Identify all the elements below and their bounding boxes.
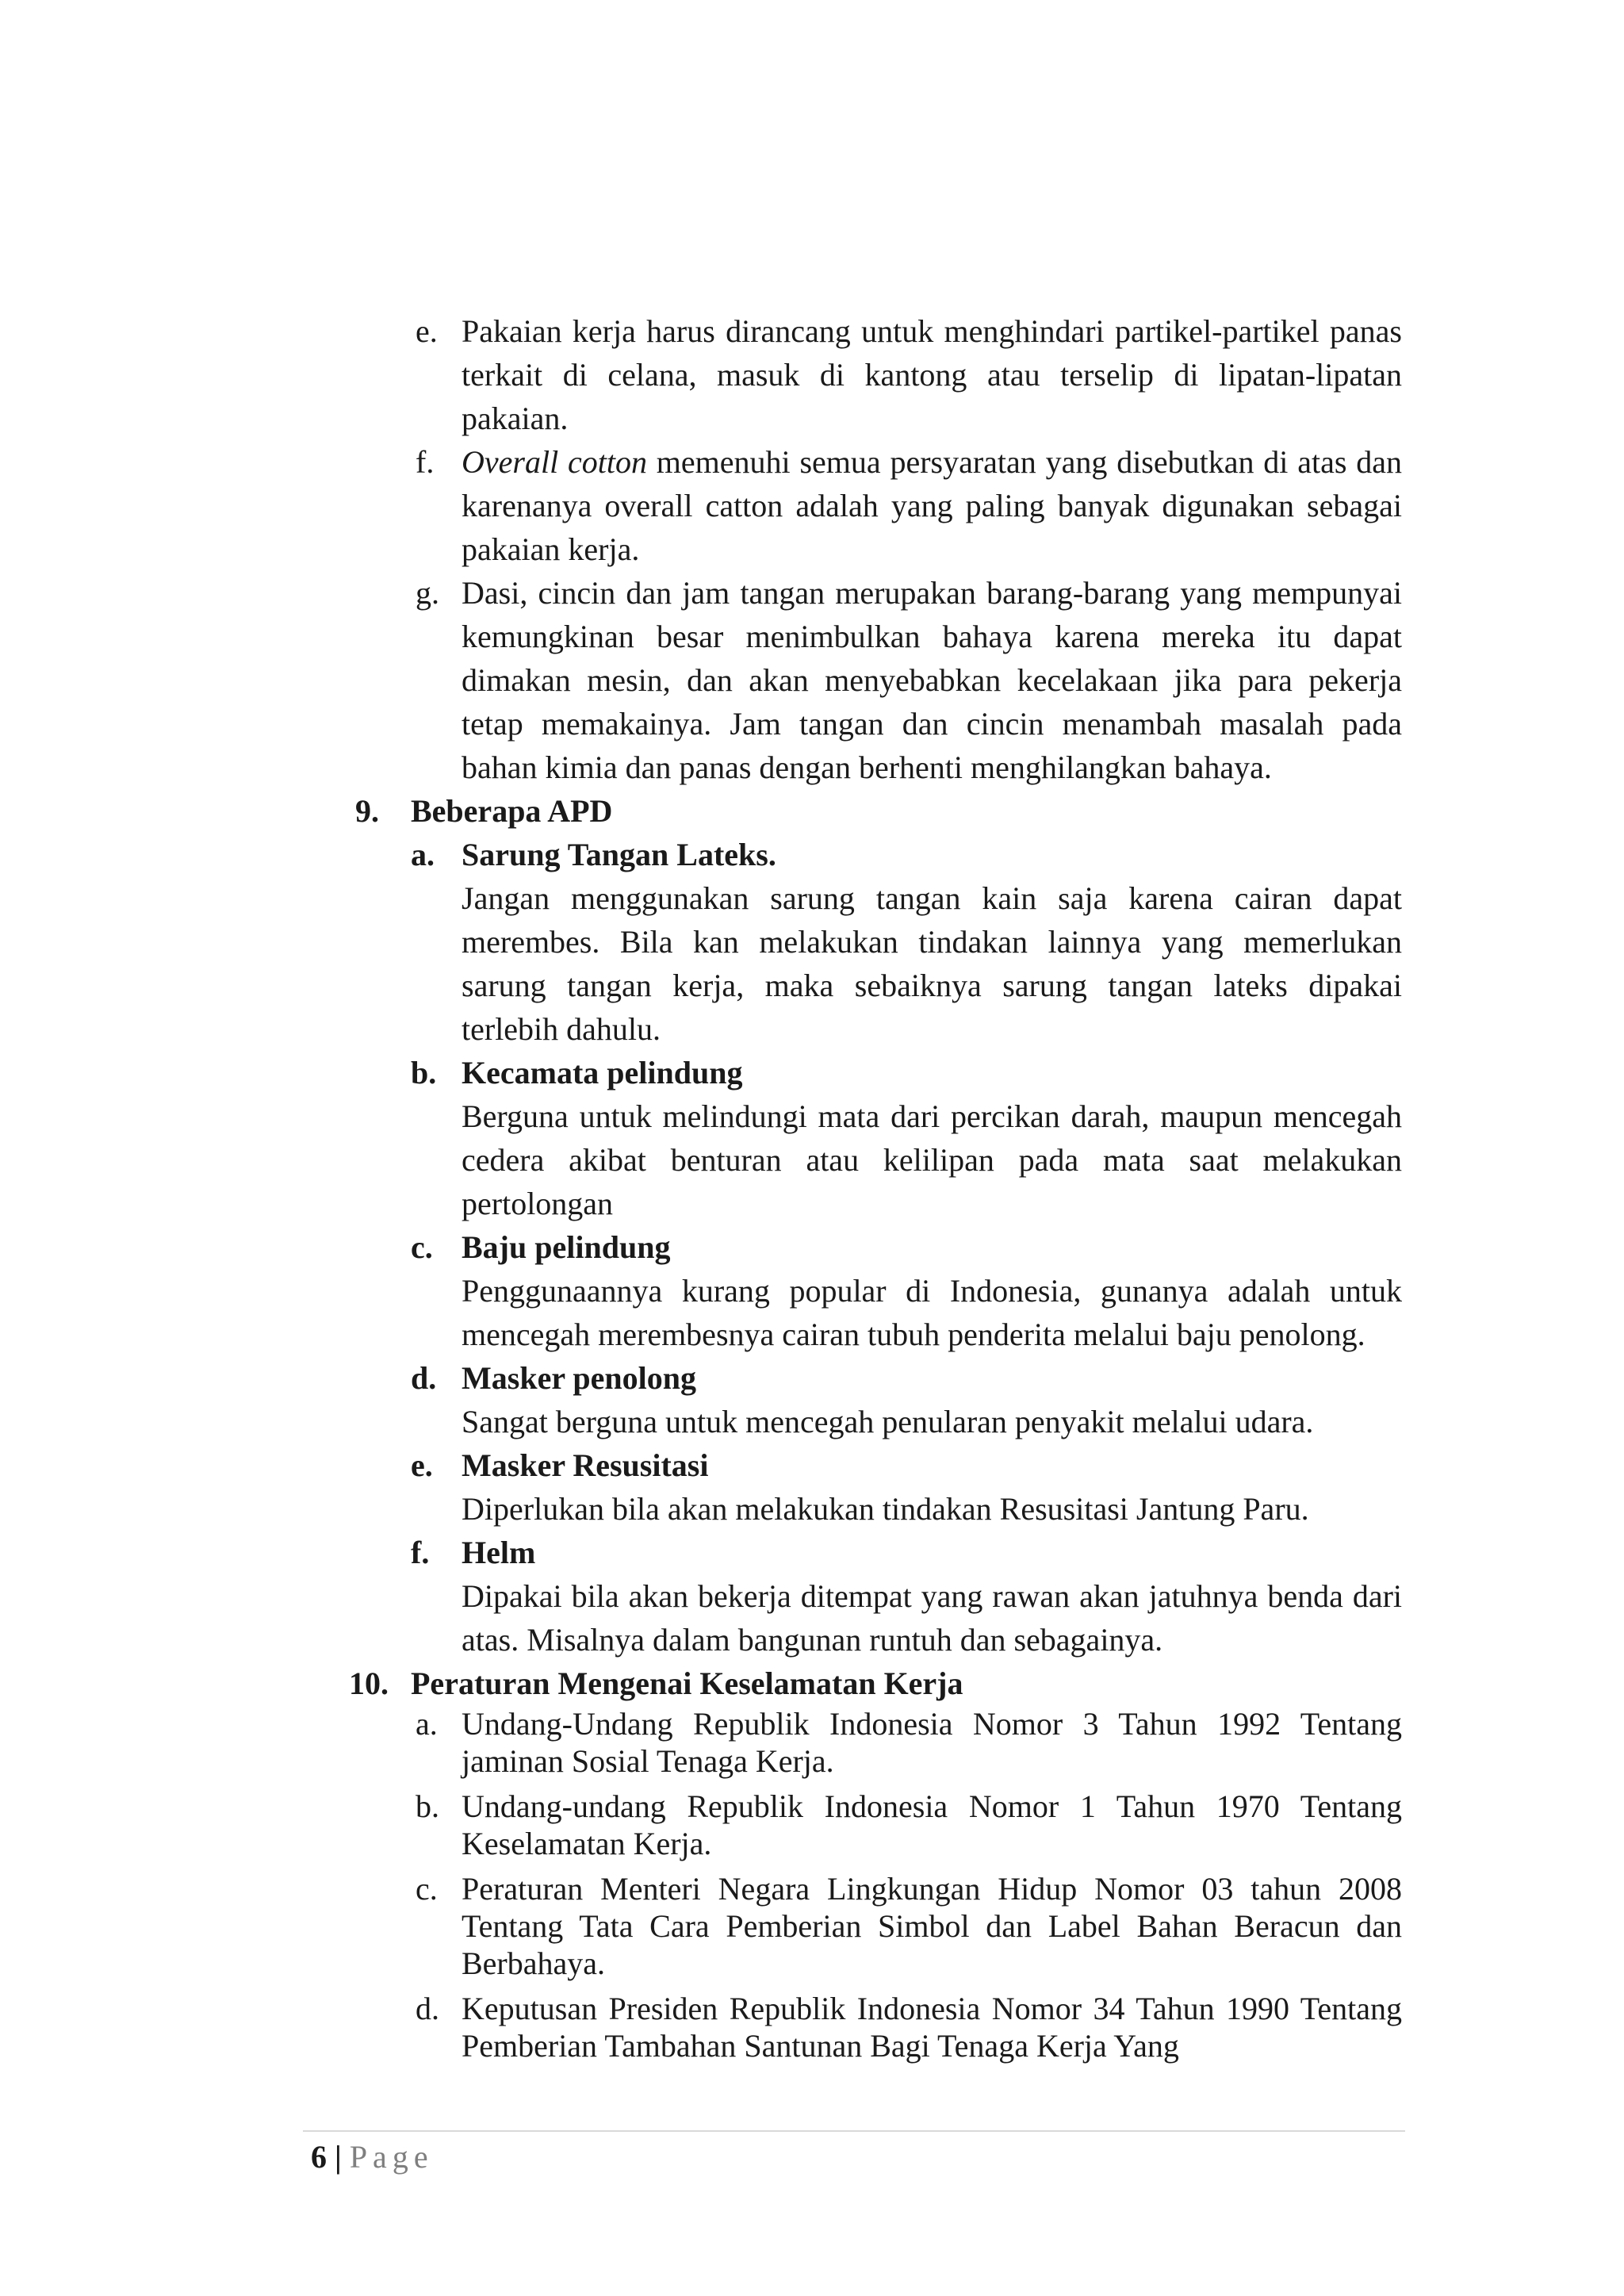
list-marker: g. [416, 575, 439, 611]
sub-marker: f. [411, 1535, 430, 1570]
list-item [355, 571, 1402, 789]
section-title: Beberapa APD [411, 793, 613, 829]
section-number: 9. [355, 793, 379, 829]
sub-title: Baju pelindung [462, 1229, 671, 1265]
sub-item [355, 1531, 1402, 1662]
sub-description: Penggunaannya kurang popular di Indonesia, gunanya adalah untuk mencegah merembesnya cairan tubuh penderita melalui baju penolong. [462, 1273, 1402, 1352]
sub-item [355, 833, 1402, 1051]
sub-description: Jangan menggunakan sarung tangan kain saja karena cairan dapat merembes. Bila kan melakukan tindakan lainnya yang memerlukan sarung tangan kerja, maka sebaiknya sarung tangan lateks dipakai terlebih dahulu. [462, 880, 1402, 1047]
list-text: Peraturan Menteri Negara Lingkungan Hidup Nomor 03 tahun 2008 Tentang Tata Cara Pemberian Simbol dan Label Bahan Beracun dan Berbahaya. [462, 1871, 1402, 1981]
sub-title: Masker penolong [462, 1360, 696, 1396]
footer-separator: | [335, 2139, 342, 2175]
page-number: 6 [311, 2139, 327, 2175]
sub-description: Berguna untuk melindungi mata dari percikan darah, maupun mencegah cedera akibat benturan atau kelilipan pada mata saat melakukan pertolongan [462, 1098, 1402, 1221]
list-marker: d. [416, 1991, 439, 2026]
list-text: Undang-Undang Republik Indonesia Nomor 3 Tahun 1992 Tentang jaminan Sosial Tenaga Kerja. [462, 1706, 1402, 1779]
sub-description: Dipakai bila akan bekerja ditempat yang rawan akan jatuhnya benda dari atas. Misalnya dalam bangunan runtuh dan sebagainya. [462, 1578, 1402, 1658]
sub-marker: b. [411, 1055, 437, 1091]
list-item [355, 1705, 1402, 1780]
footer-divider [303, 2130, 1405, 2132]
sub-item [355, 1356, 1402, 1443]
sub-marker: e. [411, 1447, 433, 1483]
list-text: Keputusan Presiden Republik Indonesia Nomor 34 Tahun 1990 Tentang Pemberian Tambahan Santunan Bagi Tenaga Kerja Yang [462, 1991, 1402, 2064]
list-item [355, 1990, 1402, 2064]
list-marker: f. [416, 444, 435, 480]
list-item [355, 309, 1402, 440]
sub-title: Sarung Tangan Lateks. [462, 837, 776, 872]
list-marker: e. [416, 313, 438, 349]
list-marker: c. [416, 1871, 438, 1907]
sub-marker: c. [411, 1229, 433, 1265]
list-text: Dasi, cincin dan jam tangan merupakan barang-barang yang mempunyai kemungkinan besar menimbulkan bahaya karena mereka itu dapat dimakan mesin, dan akan menyebabkan kecelakaan jika para pekerja tetap memakainya. Jam tangan dan cincin menambah masalah pada bahan kimia dan panas dengan berhenti menghilangkan bahaya. [462, 575, 1402, 785]
footer-page-word: Page [349, 2139, 434, 2175]
list-item [355, 1788, 1402, 1862]
page-content [349, 309, 1402, 2072]
list-marker: b. [416, 1788, 439, 1824]
sub-title: Kecamata pelindung [462, 1055, 743, 1091]
list-text-rest: memenuhi semua persyaratan yang disebutkan di atas dan karenanya overall catton adalah yang paling banyak digunakan sebagai pakaian kerja. [462, 444, 1402, 567]
section-heading [349, 1662, 1402, 1705]
list-text: Pakaian kerja harus dirancang untuk menghindari partikel-partikel panas terkait di celana, masuk di kantong atau terselip di lipatan-lipatan pakaian. [462, 313, 1402, 436]
list-text [462, 440, 1402, 571]
list-item [355, 1870, 1402, 1982]
sub-item [355, 1051, 1402, 1225]
list-marker: a. [416, 1706, 438, 1742]
sub-marker: d. [411, 1360, 437, 1396]
sub-title: Masker Resusitasi [462, 1447, 709, 1483]
list-text: Undang-undang Republik Indonesia Nomor 1 Tahun 1970 Tentang Keselamatan Kerja. [462, 1788, 1402, 1861]
sub-marker: a. [411, 837, 435, 872]
sub-title: Helm [462, 1535, 536, 1570]
sub-description: Sangat berguna untuk mencegah penularan penyakit melalui udara. [462, 1404, 1314, 1439]
sub-item [355, 1443, 1402, 1531]
page-footer [311, 2133, 434, 2181]
section-title: Peraturan Mengenai Keselamatan Kerja [411, 1665, 963, 1701]
section-heading [355, 789, 1402, 833]
section-number: 10. [349, 1665, 389, 1701]
list-item [355, 440, 1402, 571]
sub-item [355, 1225, 1402, 1356]
sub-description: Diperlukan bila akan melakukan tindakan Resusitasi Jantung Paru. [462, 1491, 1309, 1527]
italic-term: Overall cotton [462, 444, 647, 480]
